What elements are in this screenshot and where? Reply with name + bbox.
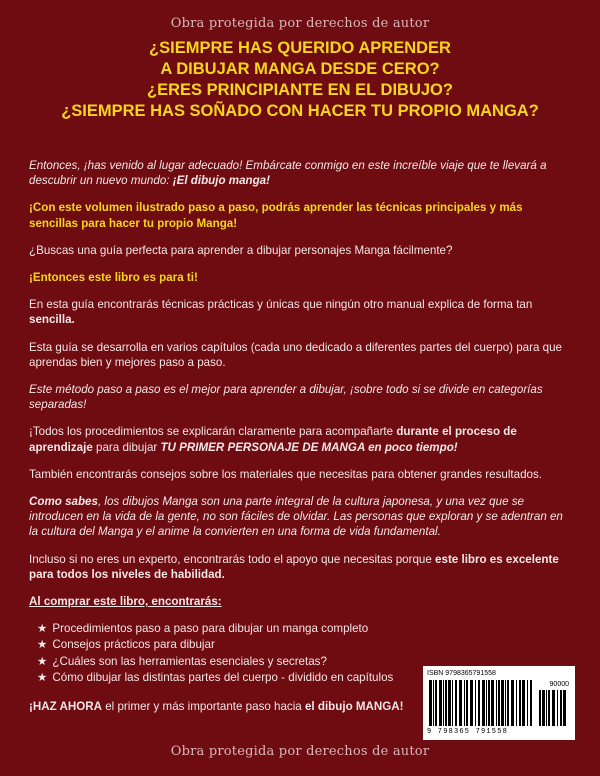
skill-levels-paragraph	[29, 552, 574, 582]
list-heading: Al comprar este libro, encontrarás:	[29, 595, 222, 609]
star-icon: ★	[37, 622, 48, 636]
chapters-paragraph: Esta guía se desarrolla en varios capítulos (cada uno dedicado a diferentes partes del cuerpo) para que aprendas bien y mejores paso a paso.	[29, 340, 563, 369]
intro-highlight: ¡El dibujo manga!	[172, 174, 270, 188]
headline-line-2: A DIBUJAR MANGA DESDE CERO?	[160, 60, 440, 78]
copyright-watermark-bottom: Obra protegida por derechos de autor	[170, 744, 430, 759]
star-icon: ★	[37, 670, 48, 684]
back-cover-description	[29, 158, 574, 726]
headline-line-3: ¿ERES PRINCIPIANTE EN EL DIBUJO?	[147, 81, 453, 99]
isbn-label: ISBN 9798365791558	[427, 670, 496, 677]
procedures-text-b: para dibujar	[92, 440, 161, 454]
techniques-paragraph	[29, 297, 574, 327]
isbn-barcode	[423, 666, 575, 740]
question-paragraph: ¿Buscas una guía perfecta para aprender a dibujar personajes Manga fácilmente?	[29, 243, 453, 257]
method-text: Este método paso a paso es el mejor para aprender a dibujar, ¡sobre todo si se divide en categorías separadas!	[29, 383, 543, 412]
intro-paragraph	[29, 158, 574, 188]
intro-text: Entonces, ¡has venido al lugar adecuado! Embárcate conmigo en este increíble viaje que te llevará a descubrir un nuevo mundo:	[29, 159, 547, 188]
feature-text: Consejos prácticos para dibujar	[52, 638, 215, 652]
barcode-bars	[429, 680, 533, 726]
cta-end: !	[399, 700, 404, 714]
procedures-highlight: durante el proceso de aprendizaje	[29, 425, 517, 454]
materials-paragraph: También encontrarás consejos sobre los materiales que necesitas para obtener grandes resultados.	[29, 467, 542, 481]
list-item	[37, 637, 574, 652]
feature-text: Procedimientos paso a paso para dibujar un manga completo	[52, 622, 369, 636]
star-icon: ★	[37, 638, 48, 652]
headline-line-1: ¿SIEMPRE HAS QUERIDO APRENDER	[149, 39, 451, 57]
skill-levels-text: Incluso si no eres un experto, encontrarás todo el apoyo que necesitas porque	[29, 552, 436, 566]
techniques-highlight: sencilla.	[29, 313, 75, 327]
procedures-text-a: ¡Todos los procedimientos se explicarán claramente para acompañarte	[29, 425, 397, 439]
techniques-text: En esta guía encontrarás técnicas prácticas y únicas que ningún otro manual explica de forma tan	[29, 298, 533, 312]
feature-text: ¿Cuáles son las herramientas esenciales y secretas?	[52, 654, 327, 668]
addon-barcode-bars	[539, 690, 569, 726]
culture-highlight: Como sabes	[29, 495, 98, 509]
method-paragraph	[29, 382, 574, 412]
culture-paragraph	[29, 494, 574, 540]
list-item	[37, 621, 574, 636]
skill-levels-highlight: este libro es excelente para todos los niveles de habilidad.	[29, 552, 559, 581]
price-code: 90000	[549, 681, 569, 688]
barcode-digits: 9 798365 791558	[427, 728, 509, 736]
cta-highlight-2: el dibujo MANGA	[304, 700, 400, 714]
copyright-watermark-top: Obra protegida por derechos de autor	[170, 16, 430, 31]
book-for-you-paragraph: ¡Entonces este libro es para ti!	[29, 271, 198, 285]
feature-text: Cómo dibujar las distintas partes del cuerpo - dividido en capítulos	[52, 670, 394, 684]
headline-line-4: ¿SIEMPRE HAS SOÑADO CON HACER TU PROPIO MANGA?	[61, 102, 539, 120]
culture-text: , los dibujos Manga son una parte integral de la cultura japonesa, y una vez que se introducen en la vida de la gente, no son fáciles de olvidar. Las personas que exploran y se adentran en la cultura del Manga y el anime la convierten en una forma de vida fundamental.	[29, 495, 563, 539]
cta-text: el primer y más importante paso hacia	[102, 700, 305, 714]
headline	[0, 38, 600, 122]
illustrated-volume-paragraph: ¡Con este volumen ilustrado paso a paso, podrás aprender las técnicas principales y más sencillas para hacer tu propio Manga!	[29, 201, 523, 230]
star-icon: ★	[37, 654, 48, 668]
cta-highlight-1: ¡HAZ AHORA	[29, 700, 102, 714]
procedures-paragraph	[29, 424, 574, 454]
first-character-highlight: TU PRIMER PERSONAJE DE MANGA en poco tiempo!	[160, 440, 458, 454]
